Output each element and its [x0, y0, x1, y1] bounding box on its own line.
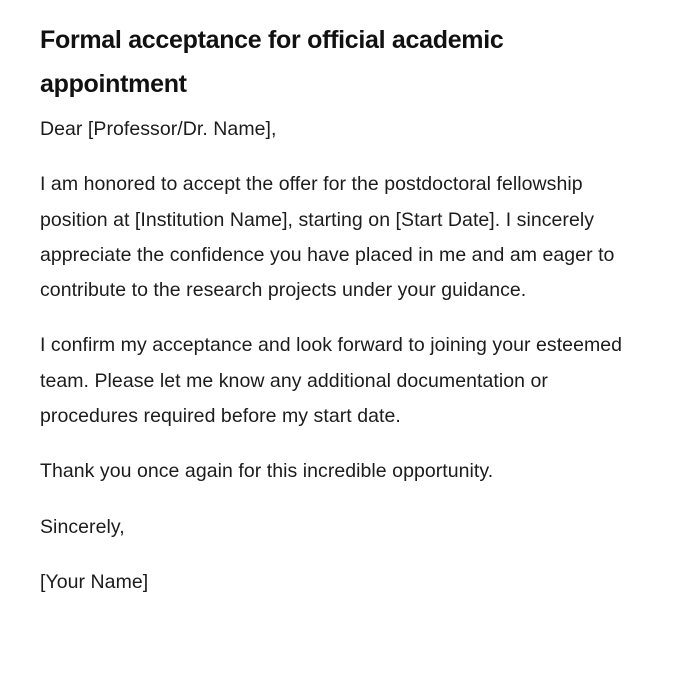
letter-salutation: Dear [Professor/Dr. Name], [40, 118, 277, 140]
letter-paragraph-acceptance: I am honored to accept the offer for the postdoctoral fellowship position at [Institution Name], starting on [Start Date]. I sincerely appreciate the confidence you have placed in me and am eager to contribute to the research projects under your guidance. [40, 173, 615, 302]
letter-title: Formal acceptance for official academic appointment [40, 26, 504, 98]
letter-paragraph-confirmation: I confirm my acceptance and look forward to joining your esteemed team. Please let me know any additional documentation or procedures required before my start date. [40, 334, 623, 428]
letter-paragraph-thanks: Thank you once again for this incredible opportunity. [40, 460, 494, 483]
letter-signature: [Your Name] [40, 570, 149, 593]
letter-document [40, 18, 640, 600]
letter-closing: Sincerely, [40, 515, 125, 538]
